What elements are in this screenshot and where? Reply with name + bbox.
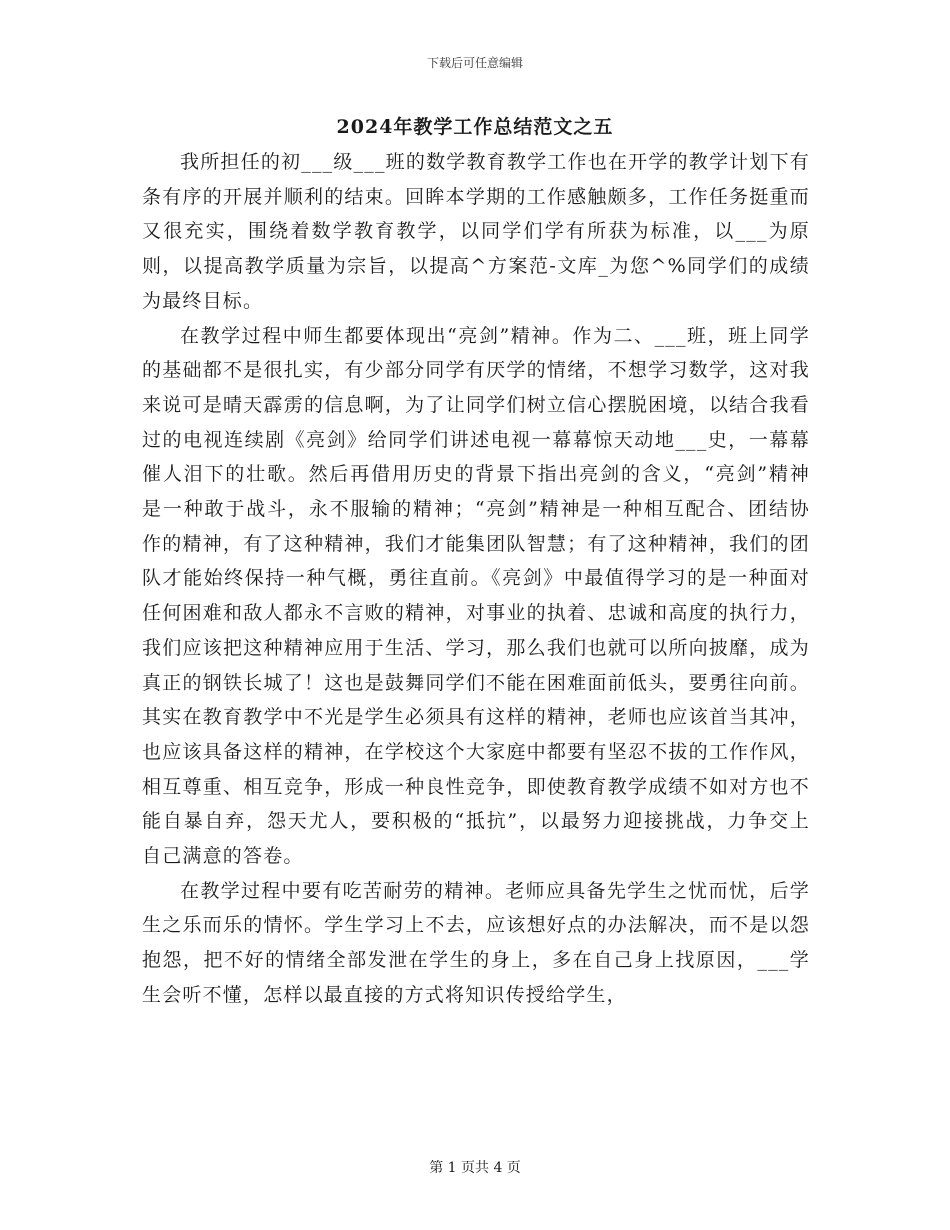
header-note: 下载后可任意编辑 [426,56,523,70]
paragraph-2: 在教学过程中师生都要体现出“亮剑”精神。作为二、___班，班上同学的基础都不是很扎实，有少部分同学有厌学的情绪，不想学习数学，这对我来说可是晴天霹雳的信息啊，为了让同学们树立信心摆脱困境，以结合我看过的电视连续剧《亮剑》给同学们讲述电视一幕幕惊天动地___史，一幕幕催人泪下的壮歌。然后再借用历史的背景下指出亮剑的含义，“亮剑”精神是一种敢于战斗，永不服输的精神；“亮剑”精神是一种相互配合、团结协作的精神，有了这种精神，我们才能集团队智慧；有了这种精神，我们的团队才能始终保持一种气概，勇往直前。《亮剑》中最值得学习的是一种面对任何困难和敌人都永不言败的精神，对事业的执着、忠诚和高度的执行力，我们应该把这种精神应用于生活、学习，那么我们也就可以所向披靡，成为真正的钢铁长城了！这也是鼓舞同学们不能在困难面前低头，要勇往向前。其实在教育教学中不光是学生必须具有这样的精神，老师也应该首当其冲，也应该具备这样的精神，在学校这个大家庭中都要有坚忍不拔的工作作风，相互尊重、相互竞争，形成一种良性竞争，即使教育教学成绩不如对方也不能自暴自弃，怨天尤人，要积极的“抵抗”，以最努力迎接挑战，力争交上自己满意的答卷。 [142,324,810,868]
paragraph-1: 我所担任的初___级___班的数学教育教学工作也在开学的教学计划下有条有序的开展并顺利的结束。回眸本学期的工作感触颇多，工作任务挺重而又很充实，围绕着数学教育教学，以同学们学有所获为标准，以___为原则，以提高教学质量为宗旨，以提高^方案范-文库_为您^%同学们的成绩为最终目标。 [142,151,810,312]
page-title: 2024年教学工作总结范文之五 [336,116,614,138]
document-body [142,145,810,1013]
paragraph-3: 在教学过程中要有吃苦耐劳的精神。老师应具备先学生之忧而忧，后学生之乐而乐的情怀。学生学习上不去，应该想好点的办法解决，而不是以怨抱怨，把不好的情绪全部发泄在学生的身上，多在自己身上找原因，___学生会听不懂，怎样以最直接的方式将知识传授给学生， [142,879,810,1006]
page-number: 第 1 页共 4 页 [429,1160,521,1176]
